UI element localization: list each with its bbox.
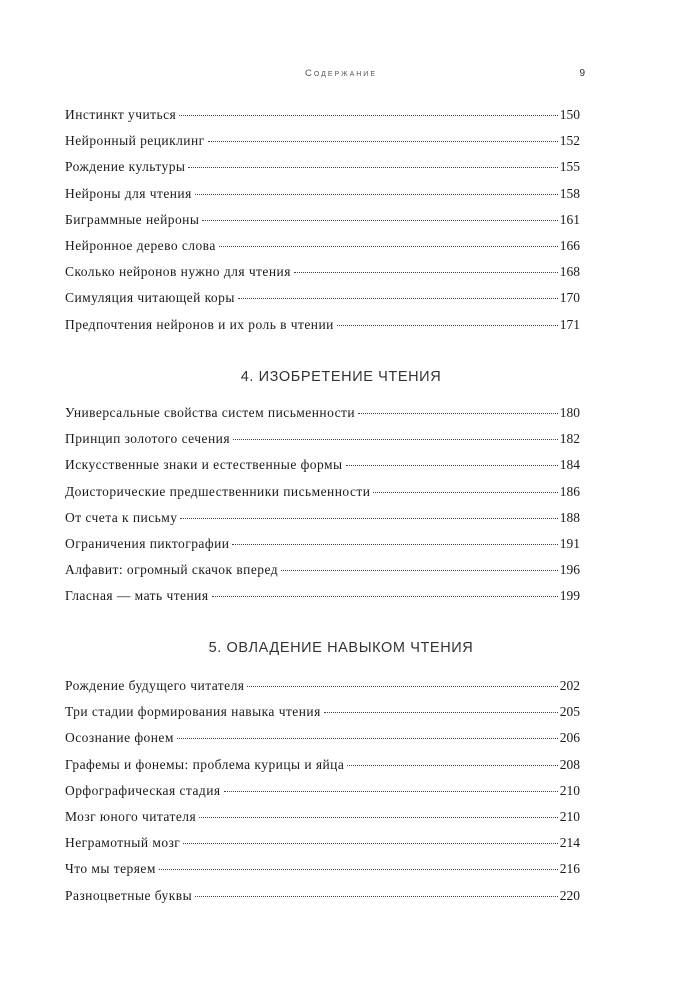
toc-entry-title: Принцип золотого сечения xyxy=(65,431,230,447)
toc-entry xyxy=(65,561,580,587)
toc-entry-page: 216 xyxy=(559,861,580,877)
toc-entry-page: 206 xyxy=(559,730,580,746)
toc-entry-page: 196 xyxy=(559,562,580,578)
toc-entry xyxy=(65,703,580,729)
toc-entry-title: От счета к письму xyxy=(65,509,178,525)
toc-entry-page: 155 xyxy=(559,159,580,175)
toc-entry-title: Осознание фонем xyxy=(65,730,174,746)
toc-entry-title: Мозг юного читателя xyxy=(65,808,197,824)
toc-entry xyxy=(65,834,580,860)
toc-entry-page: 182 xyxy=(559,431,580,447)
dot-leader xyxy=(238,298,558,299)
dot-leader xyxy=(212,596,558,597)
running-title: Содержание xyxy=(304,68,378,79)
toc-entry-title: Сколько нейронов нужно для чтения xyxy=(65,264,291,280)
toc-entry-title: Симуляция читающей коры xyxy=(65,290,235,306)
toc-entry-page: 150 xyxy=(559,107,580,122)
toc-entry xyxy=(65,237,580,263)
dot-leader xyxy=(219,246,558,247)
toc-entry-title: Три стадии формирования навыка чтения xyxy=(65,704,321,720)
dot-leader xyxy=(373,492,557,493)
toc-entry xyxy=(65,860,580,886)
toc-entry-page: 199 xyxy=(559,588,580,604)
toc-entry-title: Нейронный рециклинг xyxy=(65,133,205,149)
dot-leader xyxy=(199,817,558,818)
dot-leader xyxy=(346,465,558,466)
toc-entry xyxy=(65,887,580,913)
toc-entry xyxy=(65,316,580,342)
toc-entry xyxy=(65,185,580,211)
dot-leader xyxy=(224,791,558,792)
toc-section-5 xyxy=(65,677,580,913)
toc-entry-title: Неграмотный мозг xyxy=(65,835,181,851)
toc-entry-title: Нейронное дерево слова xyxy=(65,237,216,253)
toc-entry xyxy=(65,509,580,535)
toc-entry-page: 186 xyxy=(559,483,580,499)
toc-entry-title: Предпочтения нейронов и их роль в чтении xyxy=(65,316,334,332)
toc-entry xyxy=(65,132,580,158)
dot-leader xyxy=(208,141,558,142)
toc-entry-page: 161 xyxy=(559,211,580,227)
toc-entry-page: 202 xyxy=(559,678,580,693)
toc-entry-title: Орфографическая стадия xyxy=(65,782,221,798)
toc-entry-title: Что мы теряем xyxy=(65,861,156,877)
toc-entry-title: Ограничения пиктографии xyxy=(65,535,230,551)
toc-entry xyxy=(65,677,580,703)
dot-leader xyxy=(180,518,557,519)
toc-entry xyxy=(65,158,580,184)
dot-leader xyxy=(188,167,557,168)
toc-entry xyxy=(65,587,580,613)
dot-leader xyxy=(337,325,558,326)
toc-entry-page: 152 xyxy=(559,133,580,149)
toc-entry xyxy=(65,211,580,237)
dot-leader xyxy=(202,220,557,221)
toc-entry-page: 208 xyxy=(559,756,580,772)
toc-entry-title: Алфавит: огромный скачок вперед xyxy=(65,562,279,578)
toc-entry xyxy=(65,535,580,561)
dot-leader xyxy=(159,869,558,870)
chapter-heading-5: 5. ОВЛАДЕНИЕ НАВЫКОМ ЧТЕНИЯ xyxy=(208,640,474,656)
toc-section-4 xyxy=(65,404,580,614)
toc-entry-page: 188 xyxy=(559,509,580,525)
dot-leader xyxy=(294,272,558,273)
toc-entry-page: 168 xyxy=(559,264,580,280)
toc-entry xyxy=(65,430,580,456)
dot-leader xyxy=(358,413,558,414)
toc-entry xyxy=(65,808,580,834)
toc-entry xyxy=(65,263,580,289)
toc-entry-page: 210 xyxy=(559,808,580,824)
toc-entry-title: Инстинкт учиться xyxy=(65,107,177,122)
toc-entry xyxy=(65,782,580,808)
toc-entry-title: Нейроны для чтения xyxy=(65,185,192,201)
toc-entry-page: 214 xyxy=(559,835,580,851)
toc-entry-title: Доисторические предшественники письменности xyxy=(65,483,371,499)
toc-entry-page: 205 xyxy=(559,704,580,720)
toc-entry-title: Биграммные нейроны xyxy=(65,211,200,227)
toc-entry xyxy=(65,483,580,509)
chapter-heading-4: 4. ИЗОБРЕТЕНИЕ ЧТЕНИЯ xyxy=(240,369,442,385)
toc-entry-page: 166 xyxy=(559,237,580,253)
dot-leader xyxy=(177,738,558,739)
toc-entry-page: 210 xyxy=(559,782,580,798)
toc-entry xyxy=(65,289,580,315)
toc-entry-title: Универсальные свойства систем письменности xyxy=(65,405,356,420)
toc-entry-title: Искусственные знаки и естественные формы xyxy=(65,457,343,473)
dot-leader xyxy=(195,194,558,195)
dot-leader xyxy=(281,570,558,571)
toc-entry-page: 191 xyxy=(559,535,580,551)
toc-entry-page: 180 xyxy=(559,405,580,420)
dot-leader xyxy=(324,712,558,713)
toc-entry xyxy=(65,106,580,132)
toc-entry xyxy=(65,756,580,782)
toc-entry-title: Гласная — мать чтения xyxy=(65,588,209,604)
toc-entry-title: Рождение будущего читателя xyxy=(65,678,245,693)
page-number: 9 xyxy=(579,68,585,79)
dot-leader xyxy=(183,843,557,844)
dot-leader xyxy=(179,115,558,116)
running-header xyxy=(0,68,682,84)
toc-entry xyxy=(65,404,580,430)
toc-entry-page: 170 xyxy=(559,290,580,306)
toc-entry-title: Графемы и фонемы: проблема курицы и яйца xyxy=(65,756,345,772)
dot-leader xyxy=(195,896,558,897)
toc-entry-page: 171 xyxy=(559,316,580,332)
toc-entry-page: 158 xyxy=(559,185,580,201)
toc-entry-title: Рождение культуры xyxy=(65,159,186,175)
toc-entry-page: 184 xyxy=(559,457,580,473)
toc-section-3-continued xyxy=(65,106,580,342)
dot-leader xyxy=(232,544,557,545)
dot-leader xyxy=(233,439,558,440)
toc-entry-page: 220 xyxy=(559,887,580,903)
toc-entry-title: Разноцветные буквы xyxy=(65,887,193,903)
dot-leader xyxy=(247,686,557,687)
dot-leader xyxy=(347,765,557,766)
toc-entry xyxy=(65,729,580,755)
toc-entry xyxy=(65,456,580,482)
